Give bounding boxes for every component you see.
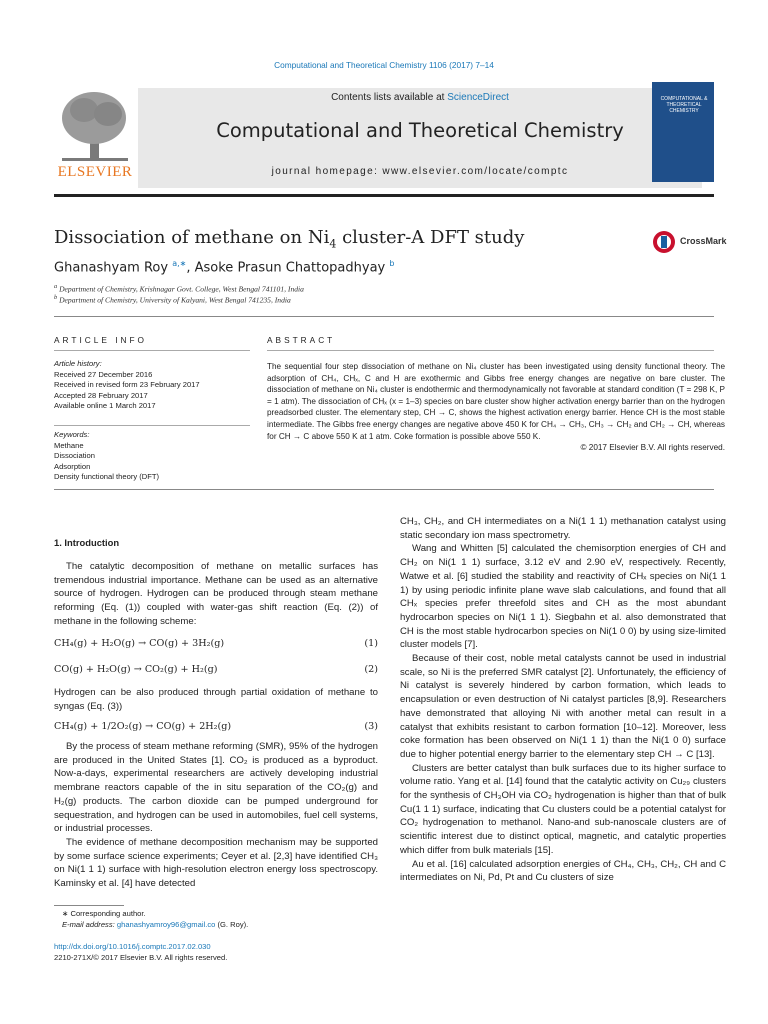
crossmark-label: CrossMark — [680, 236, 727, 246]
paragraph-text: The evidence of methane decomposition mechanism may be supported by some surface science experiments; Ceyer et al. [2,3] have identified CH₃ on Ni(1 1 1) surface with high-resolution electron energy loss spectroscopy. Kaminsky et al. [4] have detected — [54, 836, 378, 890]
equation-1 — [54, 638, 378, 649]
article-info-heading: ARTICLE INFO — [54, 335, 148, 345]
keyword: Methane — [54, 440, 84, 450]
journal-banner — [54, 88, 714, 191]
email-label: E-mail address: — [62, 920, 117, 929]
paragraph-text: CH₃, CH₂, and CH intermediates on a Ni(1 1 1) methanation catalyst using static secondary ion mass spectrometry. — [400, 516, 726, 541]
header-rule — [54, 194, 714, 197]
footnote-corr: ∗ Corresponding author. — [62, 909, 146, 918]
contents-prefix: Contents lists available at — [331, 92, 448, 103]
equation-number: (3) — [364, 721, 378, 732]
section-heading-introduction: 1. Introduction — [54, 537, 120, 548]
affil-text: Department of Chemistry, Krishnagar Govt. College, West Bengal 741101, India — [59, 284, 304, 294]
abstract-text: The sequential four step dissociation of methane on Ni₄ cluster has been investigated using density functional theory. The adsorption of CH₄, CHₓ, C and H are exothermic and Gibbs free energy changes are negative on bare cluster. The dissociation of methane on Ni₄ cluster is endothermic and thermodynamically not favorable at standard condition (T = 298 K, P = 1 atm). The dissociation of CHₓ (x = 1–3) species on bare cluster show higher activation energy barrier than on the hydrogen preadsorbed cluster. The elementary step, CH → C, shows the highest activation energy barrier. Hence CH is the most stable intermediate. The Gibbs free energy changes are negative above 450 K for CH₄ → CH₃, CH₃ → CH₂ and CH₂ → CH, whereas for CH → C above 550 K at 1 atm. Coke formation is possible above 550 K. — [267, 362, 725, 441]
equation-text: CH₄(g) + H₂O(g) → CO(g) + 3H₂(g) — [54, 638, 225, 649]
author-affil-marker[interactable]: a,∗ — [172, 259, 187, 268]
intro-paragraph — [54, 740, 378, 891]
author-name[interactable]: Asoke Prasun Chattopadhyay — [194, 260, 386, 276]
keywords-label: Keywords: — [54, 430, 90, 439]
intro-paragraph — [54, 560, 378, 629]
history-item: Received in revised form 23 February 2017 — [54, 380, 200, 390]
equation-3 — [54, 721, 378, 732]
journal-homepage[interactable]: journal homepage: www.elsevier.com/locate/comptc — [271, 166, 569, 177]
abstract-body — [267, 361, 725, 454]
section-rule — [54, 316, 714, 317]
footnote-email-line — [54, 919, 248, 930]
history-item: Available online 1 March 2017 — [54, 401, 156, 411]
email-link[interactable]: ghanashyamroy96@gmail.co — [116, 920, 216, 929]
author-list — [54, 259, 394, 275]
history-label: Article history: — [54, 359, 102, 368]
corresponding-author-footnote — [54, 908, 248, 930]
crossmark-icon — [652, 230, 676, 254]
article-info-rule — [54, 350, 250, 351]
paragraph-text: Clusters are better catalyst than bulk surfaces due to its higher surface to volume ratio. Yang et al. [14] found that the catalytic activity on Cu₂₉ clusters for the synthesis of CH₃OH via CO₂ hydrogenation is higher than that of bulk Cu(1 1 1) surface, indicating that Cu clusters could be a potential catalyst for CO₂ hydrogenation to methanol. Nano-and sub-nanoscale clusters are of scientific interest due to distinct optical, magnetic, and catalytic properties which differ from bulk materials [15]. — [400, 762, 726, 856]
paragraph-text: By the process of steam methane reforming (SMR), 95% of the hydrogen are produced in the United States [1]. CO₂ is produced as a byproduct. Now-a-days, experimental researchers are actively developing industrial membrane reactors capable of the in situ separation of the CO₂(g) and H₂(g) products. The carbon dioxide can be pumped underground for sequestration, and hydrogen can be used in automobiles, fuel cell systems, or industrial processes. — [54, 741, 378, 835]
abstract-end-rule — [54, 489, 714, 490]
doi-block — [54, 941, 227, 963]
email-suffix: (G. Roy). — [215, 920, 249, 929]
article-history — [54, 359, 200, 412]
cover-title: COMPUTATIONAL & THEORETICAL CHEMISTRY — [660, 96, 708, 114]
paragraph-text: Because of their cost, noble metal catalysts cannot be used in industrial scale, so Ni is the preferred SMR catalyst [2]. Unfortunately, the efficiency of Ni catalyst is severely hindered by carbon formation, which leads to encapsulation or even destruction of Ni catalyst particles [8,9]. Researchers have demonstrated that alloying Ni with another metal can result in a catalyst that exhibits resistant to carbon formation [10–12]. Moreover, less coke formation has been observed on Ni(1 1 1) than the Ni(1 0 0) surface due to higher potential energy barrier to the elementary step CH → C [13]. — [400, 653, 726, 760]
journal-cover-thumbnail[interactable] — [652, 82, 714, 182]
keywords-block — [54, 430, 159, 483]
equation-text: CH₄(g) + 1/2O₂(g) → CO(g) + 2H₂(g) — [54, 721, 232, 732]
abstract-rule — [267, 350, 714, 351]
equation-number: (1) — [364, 638, 378, 649]
equation-2 — [54, 664, 378, 675]
journal-title: Computational and Theoretical Chemistry — [216, 119, 624, 142]
article-title — [54, 227, 524, 251]
author-separator: , — [186, 260, 195, 276]
abstract-copyright: © 2017 Elsevier B.V. All rights reserved. — [580, 443, 725, 453]
elsevier-wordmark: ELSEVIER — [57, 164, 133, 180]
paragraph-text: The catalytic decomposition of methane on metallic surfaces has tremendous industrial importance. Methane can be used as an alternative source of hydrogen. Hydrogen can be produced through steam methane reforming (Eq. (1)) coupled with water-gas shift reaction (Eq. (2)) of methane in the following scheme: — [54, 561, 378, 627]
paragraph-text: Hydrogen can be also produced through partial oxidation of methane to syngas (Eq. (3)) — [54, 687, 378, 712]
history-item: Received 27 December 2016 — [54, 369, 153, 379]
title-suffix: cluster-A DFT study — [336, 227, 525, 248]
equation-text: CO(g) + H₂O(g) → CO₂(g) + H₂(g) — [54, 664, 218, 675]
history-item: Accepted 28 February 2017 — [54, 390, 148, 400]
affiliation-a — [54, 283, 304, 294]
footnote-rule — [54, 905, 124, 906]
abstract-heading: ABSTRACT — [267, 335, 336, 345]
title-prefix: Dissociation of methane on Ni — [54, 227, 330, 248]
keyword: Density functional theory (DFT) — [54, 472, 160, 482]
affiliation-b — [54, 294, 291, 305]
crossmark-badge[interactable] — [652, 230, 727, 260]
keyword: Dissociation — [54, 451, 95, 461]
affil-marker: a — [54, 283, 58, 290]
sciencedirect-link[interactable]: ScienceDirect — [447, 92, 509, 103]
title-subscript: 4 — [329, 237, 337, 251]
issn-copyright: 2210-271X/© 2017 Elsevier B.V. All rights reserved. — [54, 953, 228, 962]
affil-marker: b — [54, 294, 58, 301]
paragraph-text: Wang and Whitten [5] calculated the chemisorption energies of CH and CH₂ on Ni(1 1 1) surface, 3.12 eV and 2.90 eV, respectively. Recently, Watwe et al. [6] studied the stability and reactivity of CHₓ species on Ni(1 1 1) by using periodic infinite plane wave slab calculations, and found that all CHₓ species prefer threefold sites and CH as the most abundant hydrocarbon species on Ni(1 1 1). Siegbahn et al. also demonstrated that CH is the most stable hydrocarbon species on Ni(1 0 0) by using size-limited cluster models [7]. — [400, 543, 726, 651]
intro-paragraph — [54, 686, 378, 713]
author-name[interactable]: Ghanashyam Roy — [54, 260, 169, 276]
affil-text: Department of Chemistry, University of Kalyani, West Bengal 741235, India — [59, 295, 291, 305]
author-affil-marker[interactable]: b — [389, 259, 395, 268]
right-column — [400, 515, 726, 885]
contents-line — [138, 92, 702, 103]
keywords-rule — [54, 425, 250, 426]
equation-number: (2) — [364, 664, 378, 675]
doi-link[interactable]: http://dx.doi.org/10.1016/j.comptc.2017.02.030 — [54, 942, 211, 951]
keyword: Adsorption — [54, 461, 91, 471]
paragraph-text: Au et al. [16] calculated adsorption energies of CH₄, CH₃, CH₂, CH and C intermediates on Ni, Pd, Pt and Cu clusters of size — [400, 858, 726, 884]
journal-reference[interactable]: Computational and Theoretical Chemistry 1106 (2017) 7–14 — [274, 60, 494, 70]
